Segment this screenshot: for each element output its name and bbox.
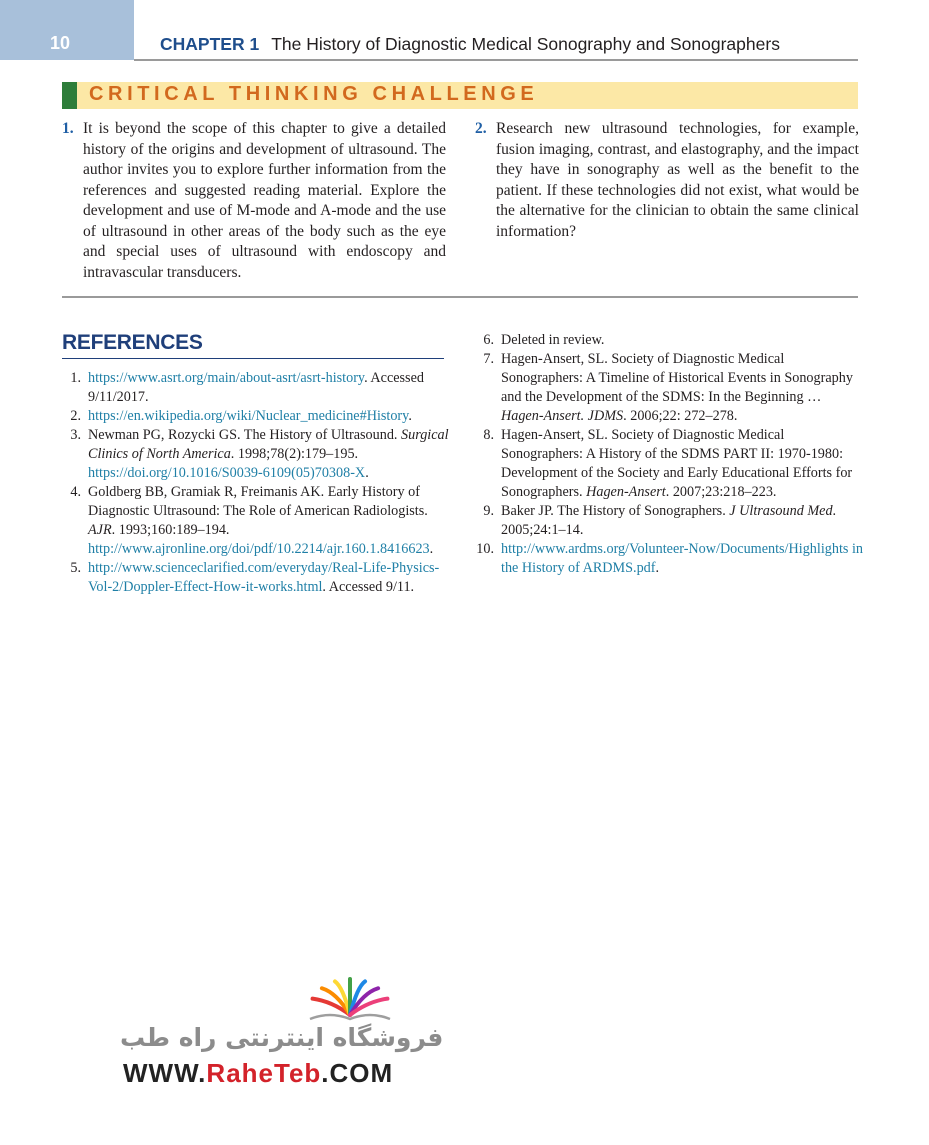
- reference-number: 6.: [483, 332, 494, 348]
- watermark-persian-text: فروشگاه اینترنتی راه طب: [120, 1023, 444, 1052]
- reference-link[interactable]: https://www.asrt.org/main/about-asrt/asrt-history: [88, 370, 365, 386]
- references-list-left: [62, 369, 450, 597]
- reference-link[interactable]: https://doi.org/10.1016/S0039-6109(05)70308-X: [88, 465, 366, 481]
- reference-link[interactable]: http://www.ardms.org/Volunteer-Now/Documents/Highlights in the History of ARDMS.pdf: [501, 541, 863, 576]
- references-list-right: [475, 331, 863, 578]
- reference-item: [475, 540, 863, 578]
- reference-number: 1.: [70, 370, 81, 386]
- reference-number: 5.: [70, 560, 81, 576]
- running-header: [160, 34, 780, 55]
- reference-journal: Surgical Clinics of North America: [88, 427, 449, 462]
- reference-text: .: [655, 560, 660, 576]
- reference-item: [62, 483, 450, 559]
- banner-accent: [62, 82, 77, 109]
- reference-number: 9.: [483, 503, 494, 519]
- critical-thinking-item: [475, 119, 859, 242]
- critical-thinking-banner: [62, 82, 858, 109]
- reference-number: 8.: [483, 427, 494, 443]
- chapter-title: The History of Diagnostic Medical Sonography and Sonographers: [271, 34, 780, 54]
- reference-journal: Hagen-Ansert: [586, 484, 666, 500]
- reference-text: . 1993;160:189–194.: [111, 522, 230, 538]
- reference-text: . Accessed 9/11.: [322, 579, 415, 595]
- reference-number: 10.: [476, 541, 494, 557]
- reference-number: 7.: [483, 351, 494, 367]
- item-text: Research new ultrasound technologies, for example, fusion imaging, contrast, and elastography, and the impact they have in sonography as well as the benefit to the patient. If these technologies did not exist, what would be the alternative for the clinician to obtain the same clinical information?: [496, 120, 859, 240]
- section-rule: [62, 296, 858, 298]
- references-heading-rule: [62, 358, 444, 359]
- reference-item: [475, 350, 863, 426]
- open-book-rainbow-icon: [300, 975, 400, 1025]
- reference-number: 3.: [70, 427, 81, 443]
- reference-text: . 2006;22: 272–278.: [623, 408, 738, 424]
- reference-text: Baker JP. The History of Sonographers.: [501, 503, 730, 519]
- reference-text: . 2005;24:1–14.: [501, 503, 837, 538]
- reference-text: Newman PG, Rozycki GS. The History of Ultrasound.: [88, 427, 402, 443]
- references-heading: REFERENCES: [62, 331, 203, 354]
- item-text: It is beyond the scope of this chapter to give a detailed history of the origins and development of ultrasound. The author invites you to explore further information from the references and suggested reading material. Explore the development and use of M-mode and A-mode and the use of ultrasound in other areas of the body such as the eye and special uses of ultrasound with endoscopy and intravascular transducers.: [83, 120, 446, 281]
- reference-link[interactable]: https://en.wikipedia.org/wiki/Nuclear_medicine#History: [88, 408, 409, 424]
- watermark-url: [123, 1058, 393, 1089]
- critical-thinking-title: CRITICAL THINKING CHALLENGE: [89, 83, 539, 105]
- watermark-url-suffix: .COM: [321, 1058, 394, 1088]
- reference-item: [62, 426, 450, 483]
- reference-text: . 2007;23:218–223.: [665, 484, 777, 500]
- watermark-url-prefix: WWW.: [123, 1058, 207, 1088]
- reference-journal: AJR: [88, 522, 112, 538]
- header-rule: [134, 59, 858, 61]
- reference-text: Hagen-Ansert, SL. Society of Diagnostic Medical Sonographers: A History of the SDMS PART II: 1970-1980: Development of the Society and Early Educational Efforts for Sonographers.: [501, 427, 853, 500]
- reference-item: [62, 407, 450, 426]
- watermark-url-brand: RaheTeb: [206, 1058, 322, 1088]
- reference-number: 4.: [70, 484, 81, 500]
- reference-text: . Accessed 9/11/2017.: [88, 370, 424, 405]
- reference-text: Deleted in review.: [501, 332, 605, 348]
- reference-text: Hagen-Ansert, SL. Society of Diagnostic Medical Sonographers: A Timeline of Historical Events in Sonography and the Development of the SDMS: In the Beginning …: [501, 351, 853, 405]
- reference-item: [475, 426, 863, 502]
- reference-text: Goldberg BB, Gramiak R, Freimanis AK. Early History of Diagnostic Ultrasound: The Role of American Radiologists.: [88, 484, 428, 519]
- reference-link[interactable]: http://www.ajronline.org/doi/pdf/10.2214/ajr.160.1.8416623: [88, 541, 430, 557]
- reference-item: [475, 331, 863, 350]
- reference-number: 2.: [70, 408, 81, 424]
- item-number: 1.: [62, 120, 74, 137]
- page-number: 10: [50, 33, 71, 53]
- reference-journal: Hagen-Ansert. JDMS: [501, 408, 624, 424]
- reference-item: [62, 559, 450, 597]
- reference-item: [62, 369, 450, 407]
- reference-text: . 1998;78(2):179–195.: [230, 446, 359, 462]
- reference-text: .: [429, 541, 434, 557]
- reference-text: .: [365, 465, 369, 481]
- reference-text: .: [408, 408, 412, 424]
- page-number-tab: [0, 0, 134, 60]
- reference-journal: J Ultrasound Med: [729, 503, 833, 519]
- chapter-label: CHAPTER 1: [160, 34, 260, 54]
- item-number: 2.: [475, 120, 487, 137]
- reference-link[interactable]: http://www.scienceclarified.com/everyday/Real-Life-Physics-Vol-2/Doppler-Effect-How-it-works.html: [88, 560, 440, 595]
- reference-item: [475, 502, 863, 540]
- critical-thinking-item: [62, 119, 446, 283]
